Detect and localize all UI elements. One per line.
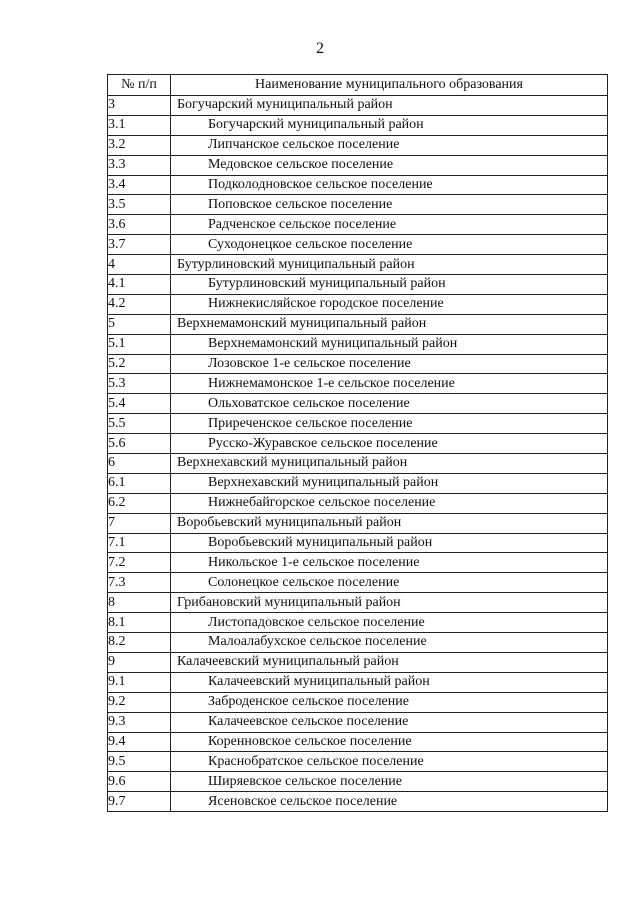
row-number: 4.1 — [108, 275, 171, 295]
settlement-row — [108, 473, 608, 493]
settlement-name: Нижнебайгорское сельское поселение — [171, 493, 608, 513]
row-number: 9.7 — [108, 792, 171, 812]
settlement-name: Воробьевский муниципальный район — [171, 533, 608, 553]
settlement-row — [108, 155, 608, 175]
row-number: 4.2 — [108, 294, 171, 314]
settlement-name: Калачеевское сельское поселение — [171, 712, 608, 732]
settlement-name: Подколодновское сельское поселение — [171, 175, 608, 195]
row-number: 3.6 — [108, 215, 171, 235]
row-number: 3.4 — [108, 175, 171, 195]
settlement-row — [108, 394, 608, 414]
row-number: 7.1 — [108, 533, 171, 553]
header-name: Наименование муниципального образования — [171, 75, 608, 96]
row-number: 9.5 — [108, 752, 171, 772]
settlement-name: Верхнехавский муниципальный район — [171, 473, 608, 493]
settlement-name: Суходонецкое сельское поселение — [171, 235, 608, 255]
settlement-row — [108, 633, 608, 653]
settlement-name: Солонецкое сельское поселение — [171, 573, 608, 593]
table-body — [108, 96, 608, 812]
settlement-row — [108, 334, 608, 354]
settlement-row — [108, 275, 608, 295]
district-name: Бутурлиновский муниципальный район — [171, 255, 608, 275]
settlement-row — [108, 732, 608, 752]
settlement-row — [108, 374, 608, 394]
settlement-name: Русско-Журавское сельское поселение — [171, 434, 608, 454]
settlement-row — [108, 672, 608, 692]
row-number: 9.2 — [108, 692, 171, 712]
settlement-row — [108, 772, 608, 792]
settlement-name: Поповское сельское поселение — [171, 195, 608, 215]
settlement-name: Медовское сельское поселение — [171, 155, 608, 175]
row-number: 3.2 — [108, 135, 171, 155]
settlement-name: Приреченское сельское поселение — [171, 414, 608, 434]
row-number: 8 — [108, 593, 171, 613]
row-number: 8.1 — [108, 613, 171, 633]
settlement-row — [108, 215, 608, 235]
settlement-row — [108, 533, 608, 553]
settlement-row — [108, 792, 608, 812]
settlement-name: Верхнемамонский муниципальный район — [171, 334, 608, 354]
row-number: 9 — [108, 652, 171, 672]
row-number: 9.4 — [108, 732, 171, 752]
header-number: № п/п — [108, 75, 171, 96]
settlement-name: Ширяевское сельское поселение — [171, 772, 608, 792]
settlement-row — [108, 195, 608, 215]
settlement-name: Нижнекисляйское городское поселение — [171, 294, 608, 314]
settlement-name: Радченское сельское поселение — [171, 215, 608, 235]
settlement-name: Малоалабухское сельское поселение — [171, 633, 608, 653]
settlement-name: Бутурлиновский муниципальный район — [171, 275, 608, 295]
settlement-name: Листопадовское сельское поселение — [171, 613, 608, 633]
settlement-name: Липчанское сельское поселение — [171, 135, 608, 155]
settlement-row — [108, 414, 608, 434]
district-row — [108, 314, 608, 334]
row-number: 5.6 — [108, 434, 171, 454]
row-number: 5.5 — [108, 414, 171, 434]
district-name: Калачеевский муниципальный район — [171, 652, 608, 672]
table-header — [108, 75, 608, 96]
settlement-row — [108, 692, 608, 712]
row-number: 7.3 — [108, 573, 171, 593]
settlement-name: Нижнемамонское 1-е сельское поселение — [171, 374, 608, 394]
row-number: 9.6 — [108, 772, 171, 792]
settlement-row — [108, 135, 608, 155]
row-number: 9.1 — [108, 672, 171, 692]
district-row — [108, 593, 608, 613]
settlement-row — [108, 553, 608, 573]
row-number: 6.2 — [108, 493, 171, 513]
municipalities-table — [107, 74, 608, 812]
settlement-row — [108, 354, 608, 374]
row-number: 3.1 — [108, 115, 171, 135]
row-number: 5.2 — [108, 354, 171, 374]
row-number: 5.4 — [108, 394, 171, 414]
row-number: 6.1 — [108, 473, 171, 493]
row-number: 7 — [108, 513, 171, 533]
row-number: 8.2 — [108, 633, 171, 653]
district-row — [108, 652, 608, 672]
settlement-name: Калачеевский муниципальный район — [171, 672, 608, 692]
settlement-name: Богучарский муниципальный район — [171, 115, 608, 135]
settlement-row — [108, 573, 608, 593]
row-number: 6 — [108, 454, 171, 474]
settlement-row — [108, 434, 608, 454]
settlement-row — [108, 712, 608, 732]
settlement-row — [108, 493, 608, 513]
district-row — [108, 96, 608, 116]
settlement-name: Ольховатское сельское поселение — [171, 394, 608, 414]
district-row — [108, 513, 608, 533]
settlement-row — [108, 752, 608, 772]
settlement-row — [108, 235, 608, 255]
row-number: 9.3 — [108, 712, 171, 732]
district-name: Грибановский муниципальный район — [171, 593, 608, 613]
settlement-row — [108, 115, 608, 135]
settlement-row — [108, 294, 608, 314]
row-number: 3.3 — [108, 155, 171, 175]
district-row — [108, 255, 608, 275]
settlement-row — [108, 613, 608, 633]
settlement-name: Никольское 1-е сельское поселение — [171, 553, 608, 573]
row-number: 7.2 — [108, 553, 171, 573]
header-row — [108, 75, 608, 96]
settlement-name: Лозовское 1-е сельское поселение — [171, 354, 608, 374]
settlement-name: Заброденское сельское поселение — [171, 692, 608, 712]
row-number: 3 — [108, 96, 171, 116]
settlement-name: Коренновское сельское поселение — [171, 732, 608, 752]
row-number: 3.5 — [108, 195, 171, 215]
row-number: 5 — [108, 314, 171, 334]
settlement-name: Ясеновское сельское поселение — [171, 792, 608, 812]
page-number: 2 — [316, 40, 324, 57]
district-name: Воробьевский муниципальный район — [171, 513, 608, 533]
district-name: Верхнемамонский муниципальный район — [171, 314, 608, 334]
row-number: 4 — [108, 255, 171, 275]
row-number: 5.3 — [108, 374, 171, 394]
district-name: Богучарский муниципальный район — [171, 96, 608, 116]
settlement-row — [108, 175, 608, 195]
district-name: Верхнехавский муниципальный район — [171, 454, 608, 474]
district-row — [108, 454, 608, 474]
row-number: 5.1 — [108, 334, 171, 354]
settlement-name: Краснобратское сельское поселение — [171, 752, 608, 772]
row-number: 3.7 — [108, 235, 171, 255]
